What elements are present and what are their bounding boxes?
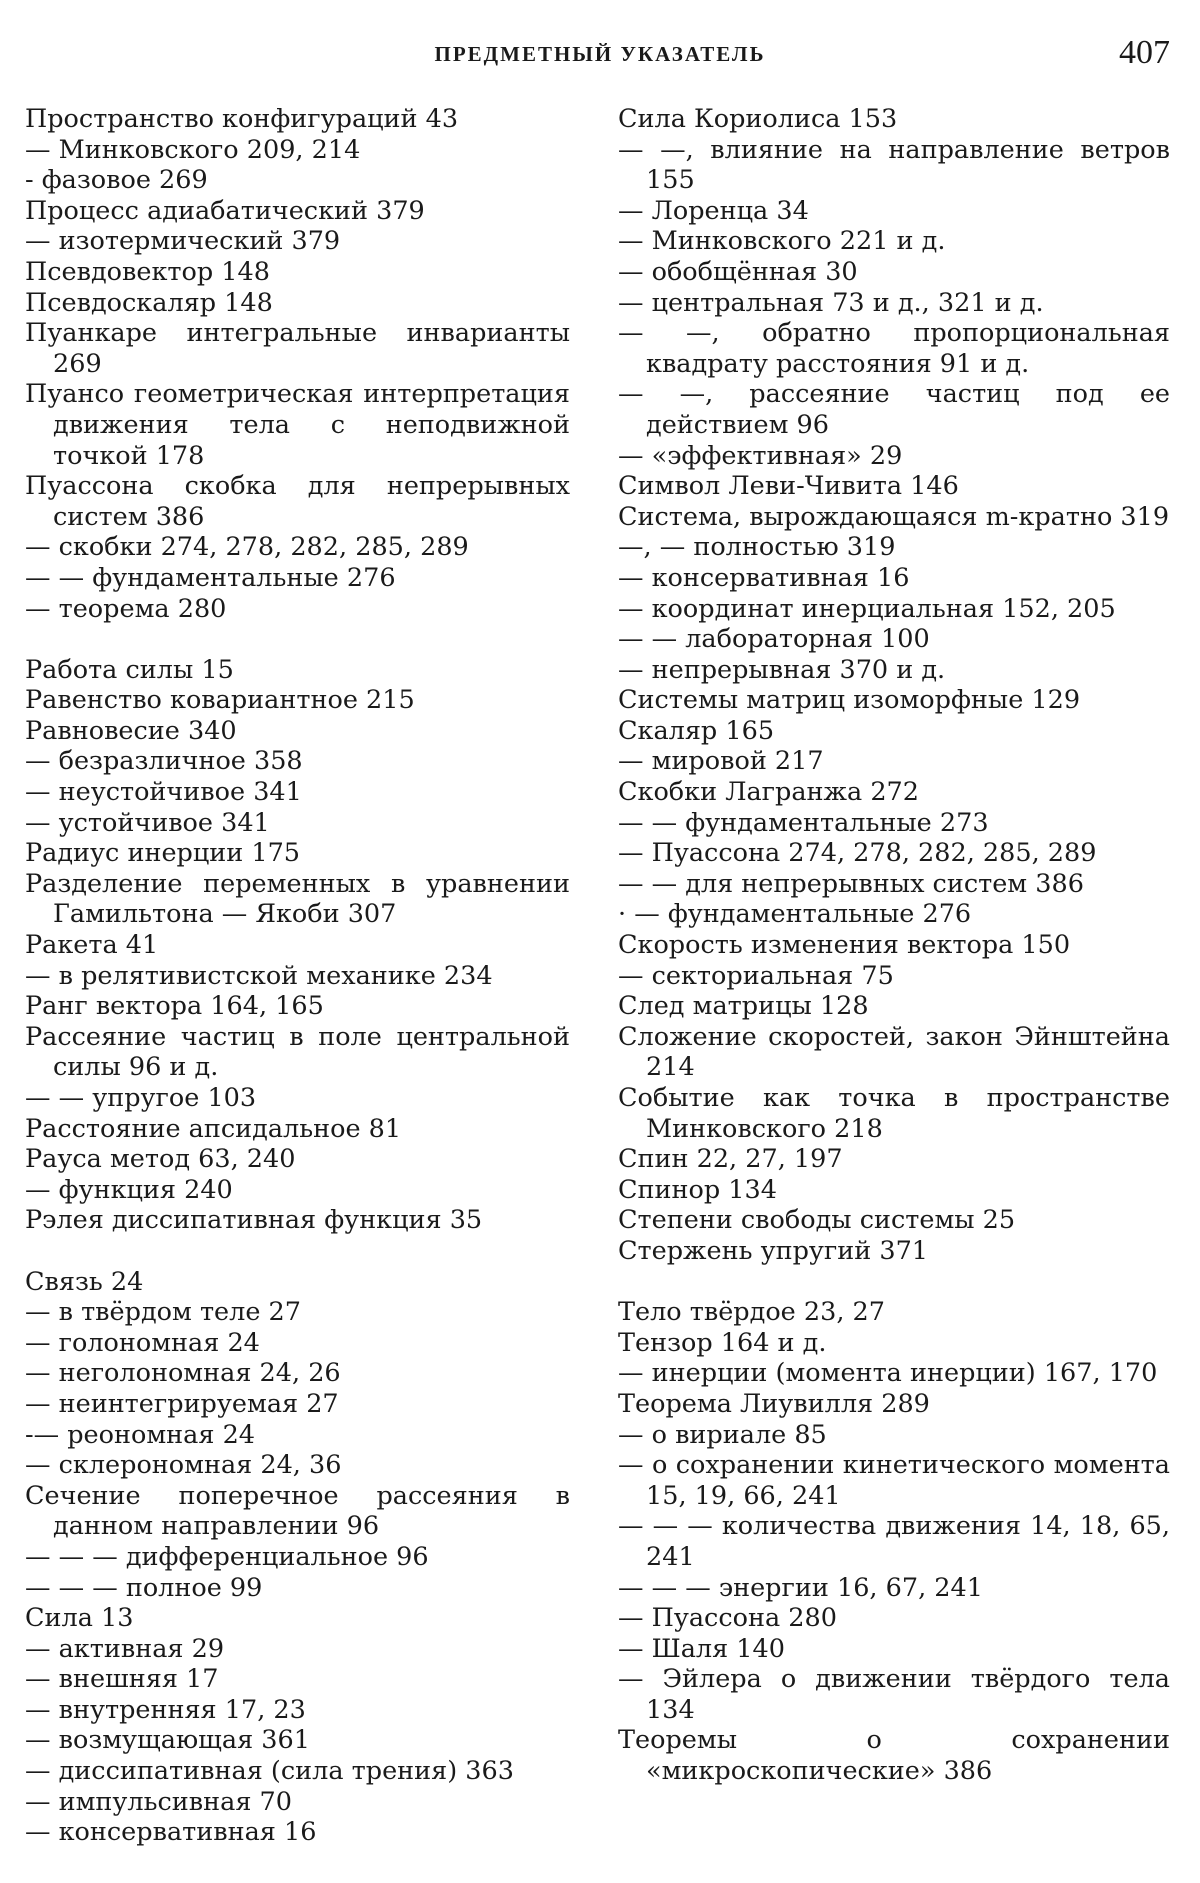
index-entry: Равенство ковариантное 215 <box>25 685 415 716</box>
index-entry: — Лоренца 34 <box>618 195 809 226</box>
index-entry: Скобки Лагранжа 272 <box>618 777 919 808</box>
index-entry: Скаляр 165 <box>618 715 775 746</box>
index-entry: — безразличное 358 <box>25 746 303 777</box>
index-entry: — непрерывная 370 и д. <box>618 654 946 685</box>
index-entry: Процесс адиабатический 379 <box>25 195 425 226</box>
index-entry: Рауса метод 63, 240 <box>25 1144 296 1175</box>
index-entry: — устойчивое 341 <box>25 807 270 838</box>
index-entry: Тензор 164 и д. <box>618 1327 827 1358</box>
index-entry: Рэлея диссипативная функция 35 <box>25 1205 483 1236</box>
index-entry: — инерции (момента инерции) 167, 170 <box>618 1358 1158 1389</box>
index-entry: — диссипативная (сила трения) 363 <box>25 1756 514 1787</box>
index-entry: — изотермический 379 <box>25 226 341 257</box>
index-entry: - фазовое 269 <box>25 165 208 196</box>
index-entry: Пространство конфигураций 43 <box>25 104 459 134</box>
index-entry: -— реономная 24 <box>25 1419 256 1450</box>
index-entry: — возмущающая 361 <box>25 1725 310 1756</box>
index-entry: Сложение скоростей, закон Эйнштейна 214 <box>618 1021 1170 1083</box>
index-entry: — неголономная 24, 26 <box>25 1358 341 1389</box>
page-header <box>0 28 1200 88</box>
index-entry: — о вириале 85 <box>618 1419 827 1450</box>
index-entry: — — — энергии 16, 67, 241 <box>618 1572 983 1603</box>
index-entry: Работа силы 15 <box>25 654 234 685</box>
index-entry: — Пуассона 274, 278, 282, 285, 289 <box>618 838 1097 869</box>
index-entry: Спин 22, 27, 197 <box>618 1144 843 1175</box>
index-entry: Разделение переменных в уравнении Гамильтона — Якоби 307 <box>25 868 570 930</box>
index-entry: Сечение поперечное рассеяния в данном направлении 96 <box>25 1480 570 1542</box>
index-entry: Спинор 134 <box>618 1174 777 1205</box>
index-entry: Степени свободы системы 25 <box>618 1205 1016 1236</box>
index-entry: — — — количества движения 14, 18, 65, 241 <box>618 1511 1170 1572</box>
index-entry: Сила Кориолиса 153 <box>618 104 898 134</box>
index-entry: — — упругое 103 <box>25 1083 257 1113</box>
index-entry: — о сохранении кинетического момента 15, 19, 66, 241 <box>618 1450 1170 1511</box>
index-entry: — голономная 24 <box>25 1327 260 1358</box>
index-entry: — консервативная 16 <box>618 562 910 593</box>
index-entry: Стержень упругий 371 <box>618 1235 929 1266</box>
index-entry: Тело твёрдое 23, 27 <box>618 1297 885 1328</box>
index-entry: — Шаля 140 <box>618 1633 785 1664</box>
index-entry: — секториальная 75 <box>618 960 894 991</box>
index-entry: — консервативная 16 <box>25 1817 317 1848</box>
index-column-left <box>25 104 570 1848</box>
index-entry: — внутренняя 17, 23 <box>25 1694 306 1725</box>
index-entry: Ранг вектора 164, 165 <box>25 991 324 1022</box>
index-entry: — неинтегрируемая 27 <box>25 1388 339 1419</box>
index-entry: Ракета 41 <box>25 930 159 961</box>
index-entry: — — лабораторная 100 <box>618 624 930 655</box>
index-entry: — центральная 73 и д., 321 и д. <box>618 287 1044 318</box>
index-column-right <box>618 104 1170 1787</box>
index-entry: — мировой 217 <box>618 746 824 777</box>
index-entry: — скобки 274, 278, 282, 285, 289 <box>25 532 469 563</box>
index-entry: — неустойчивое 341 <box>25 777 302 808</box>
index-entry: — —, рассеяние частиц под ее действием 96 <box>618 379 1170 440</box>
index-entry: — теорема 280 <box>25 593 227 624</box>
index-entry: — обобщённая 30 <box>618 256 858 287</box>
index-entry: — — для непрерывных систем 386 <box>618 868 1084 899</box>
index-entry: Сила 13 <box>25 1603 134 1634</box>
index-entry: — — — дифференциальное 96 <box>25 1541 429 1572</box>
index-entry: — склерономная 24, 36 <box>25 1450 342 1481</box>
index-entry: — Эйлера о движении твёрдого тела 134 <box>618 1664 1170 1725</box>
index-entry: — — фундаментальные 273 <box>618 807 989 838</box>
index-entry: — «эффективная» 29 <box>618 440 903 471</box>
index-entry: — — — полное 99 <box>25 1572 263 1603</box>
index-entry: Радиус инерции 175 <box>25 838 301 869</box>
index-entry: — внешняя 17 <box>25 1664 219 1695</box>
index-entry: Теорема Лиувилля 289 <box>618 1388 930 1419</box>
index-entry: —, — полностью 319 <box>618 532 896 563</box>
index-entry: — активная 29 <box>25 1633 225 1664</box>
index-entry: — в твёрдом теле 27 <box>25 1297 301 1328</box>
index-entry: Пуассона скобка для непрерывных систем 386 <box>25 471 570 532</box>
index-entry: Псевдоскаляр 148 <box>25 287 273 318</box>
index-entry: — —, влияние на направление ветров 155 <box>618 134 1170 196</box>
index-entry: Расстояние апсидальное 81 <box>25 1113 402 1144</box>
index-entry: — координат инерциальная 152, 205 <box>618 593 1116 624</box>
index-entry: След матрицы 128 <box>618 991 869 1022</box>
index-entry: — Пуассона 280 <box>618 1603 837 1634</box>
index-entry: — Минковского 209, 214 <box>25 134 361 165</box>
index-entry: Пуанкаре интегральные инварианты 269 <box>25 318 570 379</box>
running-title: ПРЕДМЕТНЫЙ УКАЗАТЕЛЬ <box>434 42 766 66</box>
index-entry: Скорость изменения вектора 150 <box>618 930 1071 961</box>
index-entry: — — фундаментальные 276 <box>25 562 396 593</box>
index-entry: — —, обратно пропорциональная квадрату расстояния 91 и д. <box>618 318 1170 379</box>
index-entry: Символ Леви-Чивита 146 <box>618 471 959 502</box>
index-entry: Связь 24 <box>25 1266 144 1297</box>
index-entry: Теоремы о сохранении «микроскопические» 386 <box>618 1725 1170 1787</box>
index-entry: Событие как точка в пространстве Минковского 218 <box>618 1083 1170 1144</box>
index-entry: Рассеяние частиц в поле центральной силы 96 и д. <box>25 1021 570 1083</box>
index-entry: — Минковского 221 и д. <box>618 226 946 257</box>
index-entry: Системы матриц изоморфные 129 <box>618 685 1081 716</box>
index-entry: — импульсивная 70 <box>25 1786 292 1817</box>
index-entry: · — фундаментальные 276 <box>618 899 972 930</box>
page-number: 407 <box>1119 34 1170 71</box>
index-entry: Равновесие 340 <box>25 715 237 746</box>
index-entry: Псевдовектор 148 <box>25 256 270 287</box>
index-entry: — в релятивистской механике 234 <box>25 960 493 991</box>
index-entry: Система, вырождающаяся m-кратно 319 <box>618 501 1170 532</box>
index-entry: Пуансо геометрическая интерпретация движения тела с неподвижной точкой 178 <box>25 379 570 471</box>
index-entry: — функция 240 <box>25 1174 233 1205</box>
